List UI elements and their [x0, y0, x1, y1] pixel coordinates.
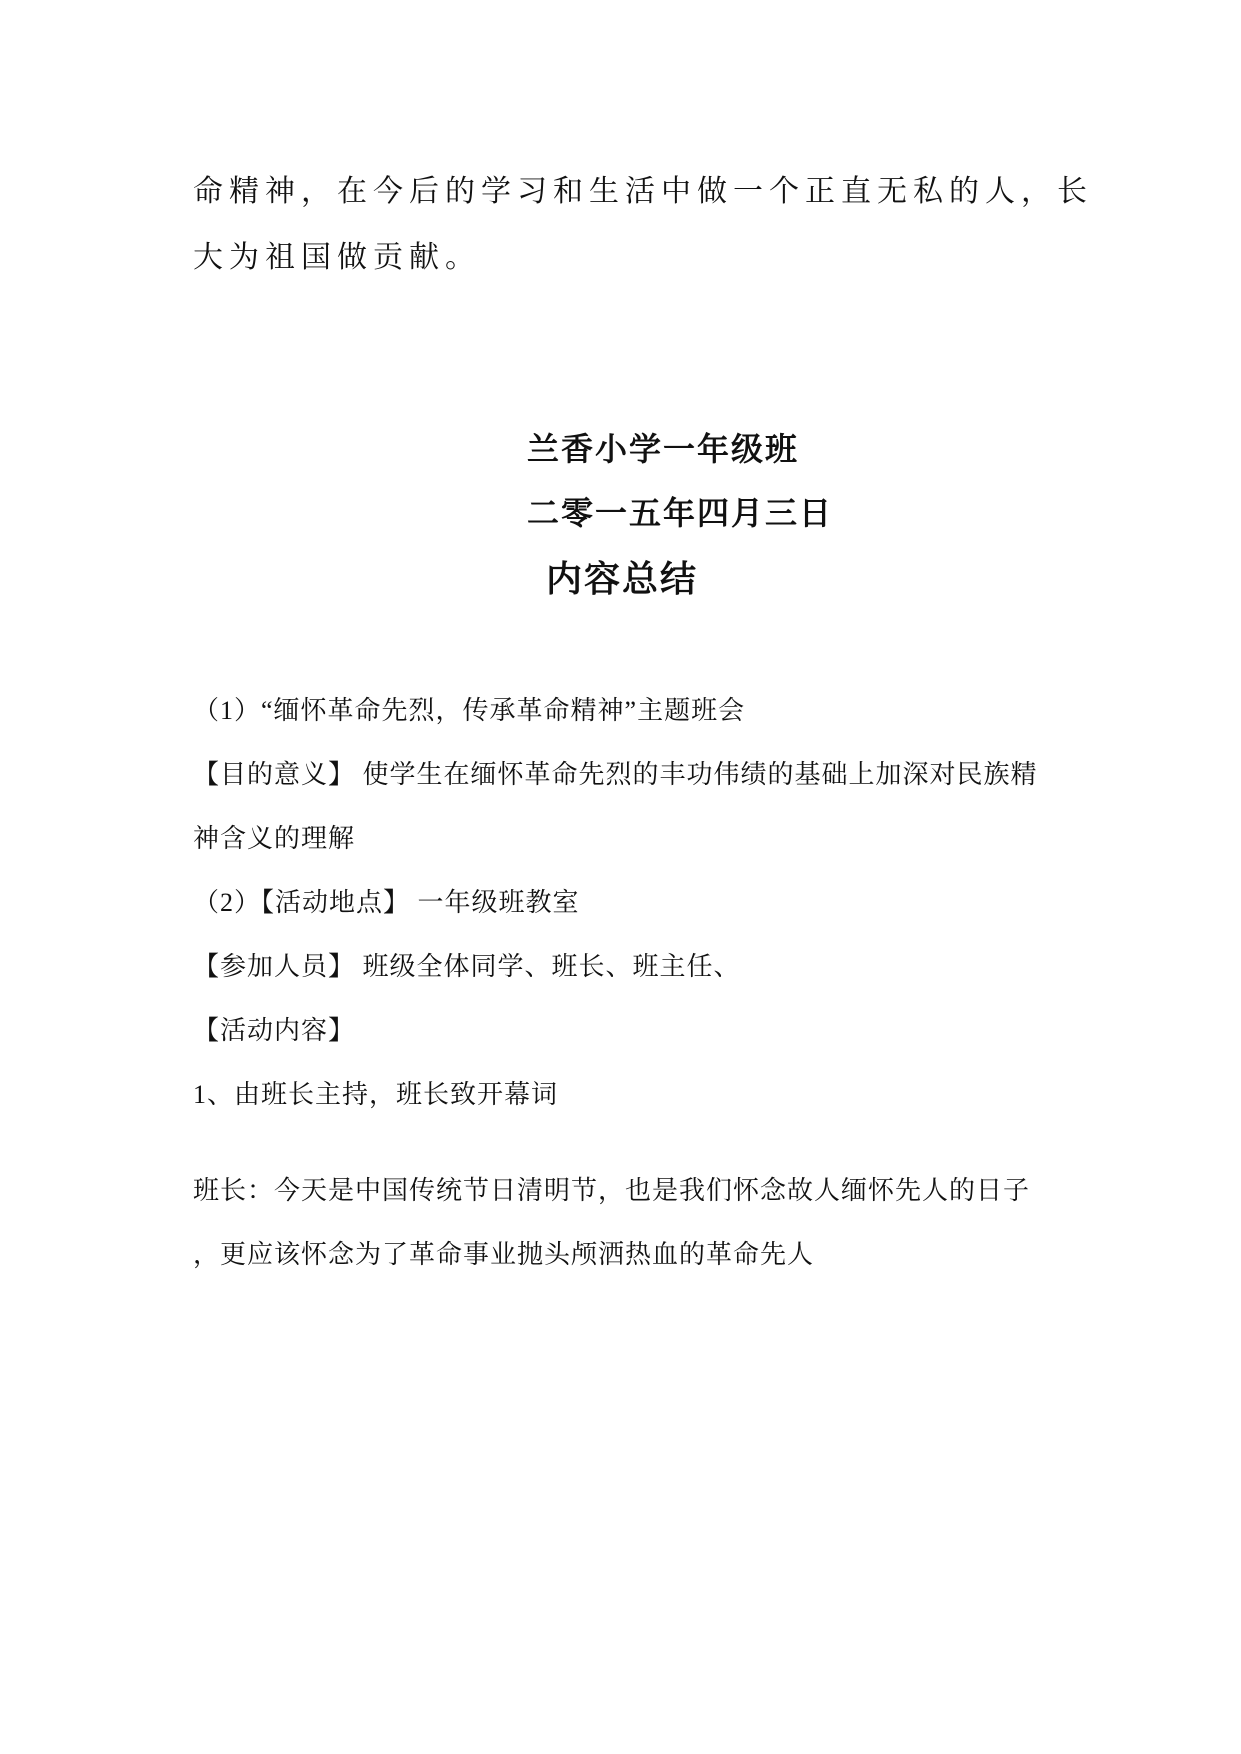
intro-line-2: 大为祖国做贡献。 [193, 240, 481, 275]
body-line-3: 神含义的理解 [193, 824, 356, 853]
body-line-2: 【目的意义】 使学生在缅怀革命先烈的丰功伟绩的基础上加深对民族精 [193, 760, 1038, 789]
body-line-1: （1）“缅怀革命先烈，传承革命精神”主题班会 [193, 696, 746, 725]
body-line-6: 【活动内容】 [193, 1016, 356, 1045]
body-line-9: ，更应该怀念为了革命事业抛头颅洒热血的革命先人 [193, 1240, 815, 1269]
body-line-7: 1、由班长主持，班长致开幕词 [193, 1080, 559, 1109]
intro-line-1: 命精神，在今后的学习和生活中做一个正直无私的人，长 [193, 174, 1093, 209]
date-signature: 二零一五年四月三日 [527, 494, 834, 532]
section-title: 内容总结 [546, 559, 699, 600]
school-signature: 兰香小学一年级班 [527, 430, 800, 468]
body-line-5: 【参加人员】 班级全体同学、班长、班主任、 [193, 952, 741, 981]
body-line-4: （2）【活动地点】 一年级班教室 [193, 888, 580, 917]
body-line-8: 班长：今天是中国传统节日清明节，也是我们怀念故人缅怀先人的日子 [193, 1176, 1031, 1205]
